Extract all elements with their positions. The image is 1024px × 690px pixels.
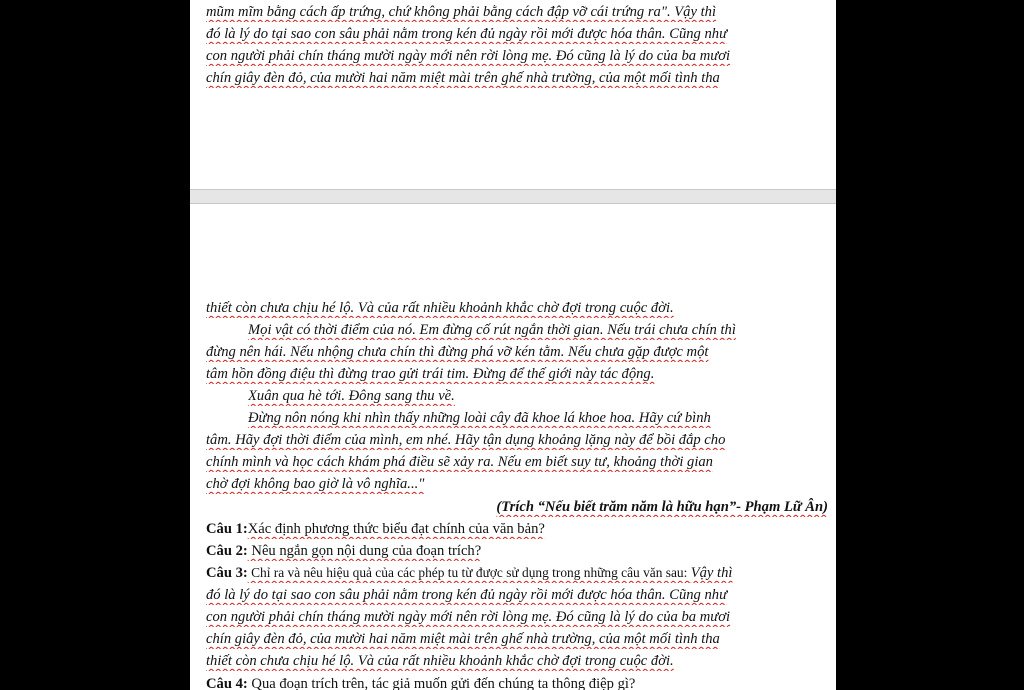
quote-line: thiết còn chưa chịu hé lộ. Và của rất nhiều khoảnh khắc chờ đợi trong cuộc đời. [206,653,674,669]
question-label: Câu 2: [206,543,248,559]
text-line: thiết còn chưa chịu hé lộ. Và của rất nhiều khoảnh khắc chờ đợi trong cuộc đời. [206,300,674,316]
quote-line: chín giây đèn đỏ, của mười hai năm miệt mài trên ghế nhà trường, của một mối tình tha [206,631,720,647]
text-line: đừng nên hái. Nếu nhộng chưa chín thì đừng phá vỡ kén tằm. Nếu chưa gặp được một [206,344,709,360]
text-line: mũm mĩm bằng cách ấp trứng, chứ không phải bằng cách đập vỡ cái trứng ra". Vậy thì [206,4,716,20]
document-page-top [190,0,836,189]
document-page-bottom [190,204,836,690]
text-line: chính mình và học cách khám phá điều sẽ xảy ra. Nếu em biết suy tư, khoảng thời gian [206,454,713,470]
question-label: Câu 3: [206,565,248,581]
quote-line: đó là lý do tại sao con sâu phải nằm trong kén đủ ngày rồi mới được hóa thân. Cũng như [206,587,728,603]
text-line: Mọi vật có thời điểm của nó. Em đừng cố rút ngắn thời gian. Nếu trái chưa chín thì [248,322,736,338]
question-1 [206,519,828,539]
page-break-gap [190,189,836,204]
text-line: Đừng nôn nóng khi nhìn thấy những loài cây đã khoe lá khoe hoa. Hãy cứ bình [248,410,711,426]
question-label: Câu 4: [206,676,248,690]
text-line: chín giây đèn đỏ, của mười hai năm miệt mài trên ghế nhà trường, của một mối tình tha [206,70,720,86]
citation: (Trích “Nếu biết trăm năm là hữu hạn”- Phạm Lữ Ân) [496,499,828,515]
question-3 [206,563,828,583]
text-line: chờ đợi không bao giờ là vô nghĩa..." [206,476,425,492]
question-2 [206,541,828,561]
question-4 [206,674,828,690]
question-label: Câu 1: [206,521,248,537]
text-line: tâm. Hãy đợi thời điểm của mình, em nhé. Hãy tận dụng khoảng lặng này để bồi đắp cho [206,432,726,448]
quote-start: Vậy thì [690,565,733,581]
text-line: Xuân qua hè tới. Đông sang thu về. [248,388,455,404]
question-text: Nêu ngắn gọn nội dung của đoạn trích? [247,543,482,559]
question-text: Xác định phương thức biểu đạt chính của văn bản? [247,521,545,537]
quote-line: con người phải chín tháng mười ngày mới nên rời lòng mẹ. Đó cũng là lý do của ba mươi [206,609,731,625]
question-text: Qua đoạn trích trên, tác giả muốn gửi đến chúng ta thông điệp gì? [247,676,636,690]
text-line: con người phải chín tháng mười ngày mới nên rời lòng mẹ. Đó cũng là lý do của ba mươi [206,48,731,64]
question-text: Chỉ ra và nêu hiệu quả của các phép tu từ được sử dụng trong những câu văn sau: [247,565,691,580]
text-line: đó là lý do tại sao con sâu phải nằm trong kén đủ ngày rồi mới được hóa thân. Cũng như [206,26,728,42]
text-line: tâm hồn đồng điệu thì đừng trao gửi trái tim. Đừng để thế giới này tác động. [206,366,655,382]
